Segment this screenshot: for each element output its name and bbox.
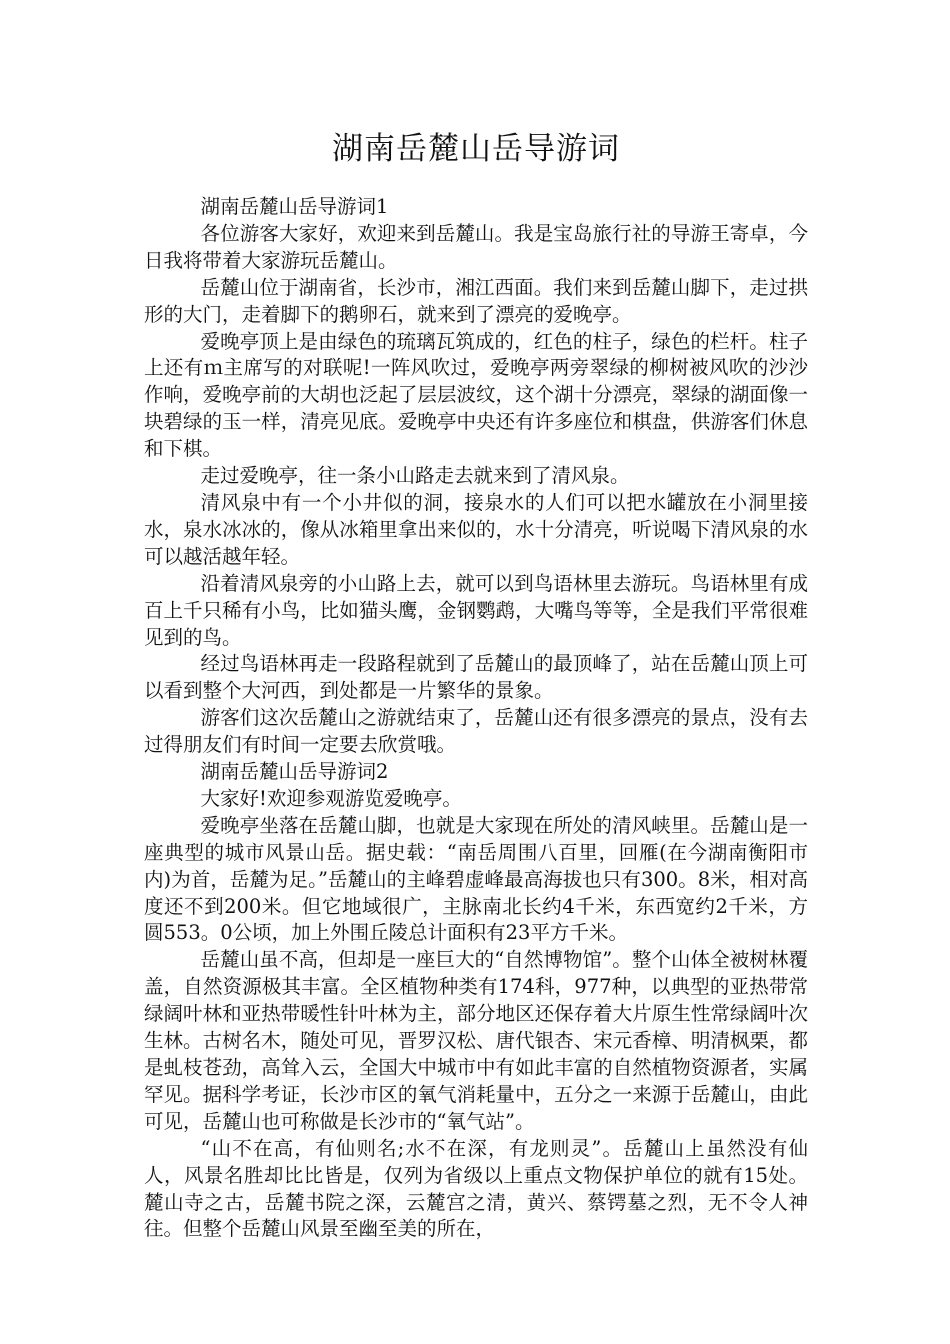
paragraph: 清风泉中有一个小井似的洞，接泉水的人们可以把水罐放在小洞里接水，泉水冰冰的，像从冰箱里拿出来似的，水十分清亮，听说喝下清风泉的水可以越活越年轻。 xyxy=(144,490,808,568)
paragraph: “山不在高，有仙则名;水不在深，有龙则灵”。岳麓山上虽然没有仙人，风景名胜却比比皆是，仅列为省级以上重点文物保护单位的就有15处。麓山寺之古，岳麓书院之深，云麓宫之清，黄兴、蔡锷墓之烈，无不令人神往。但整个岳麓山风景至幽至美的所在， xyxy=(144,1136,808,1241)
paragraph: 岳麓山位于湖南省，长沙市，湘江西面。我们来到岳麓山脚下，走过拱形的大门，走着脚下的鹅卵石，就来到了漂亮的爱晚亭。 xyxy=(144,275,808,326)
paragraph: 爱晚亭坐落在岳麓山脚，也就是大家现在所处的清风峡里。岳麓山是一座典型的城市风景山岳。据史载：“南岳周围八百里，回雁(在今湖南衡阳市内)为首，岳麓为足。”岳麓山的主峰碧虚峰最高海拔也只有300。8米，相对高度还不到200米。但它地域很广，主脉南北长约4千米，东西宽约2千米，方圆553。0公顷，加上外围丘陵总计面积有23平方千米。 xyxy=(144,813,808,945)
paragraph: 大家好!欢迎参观游览爱晚亭。 xyxy=(200,786,462,810)
paragraph: 走过爱晚亭，往一条小山路走去就来到了清风泉。 xyxy=(200,464,630,488)
paragraph: 游客们这次岳麓山之游就结束了，岳麓山还有很多漂亮的景点，没有去过得朋友们有时间一定要去欣赏哦。 xyxy=(144,706,808,757)
document-page xyxy=(144,122,808,1243)
document-body xyxy=(144,194,808,1243)
heading-part-2: 湖南岳麓山岳导游词2 xyxy=(200,760,389,784)
paragraph: 沿着清风泉旁的小山路上去，就可以到鸟语林里去游玩。鸟语林里有成百上千只稀有小鸟，比如猫头鹰，金钢鹦鹉，大嘴鸟等等，全是我们平常很难见到的鸟。 xyxy=(144,571,808,649)
paragraph: 岳麓山虽不高，但却是一座巨大的“自然博物馆”。整个山体全被树林覆盖，自然资源极其丰富。全区植物种类有174科，977种，以典型的亚热带常绿阔叶林和亚热带暖性针叶林为主，部分地区还保存着大片原生性常绿阔叶次生林。古树名木，随处可见，晋罗汉松、唐代银杏、宋元香樟、明清枫栗，都是虬枝苍劲，高耸入云，全国大中城市中有如此丰富的自然植物资源者，实属罕见。据科学考证，长沙市区的氧气消耗量中，五分之一来源于岳麓山，由此可见，岳麓山也可称做是长沙市的“氧气站”。 xyxy=(144,948,808,1133)
document-title: 湖南岳麓山岳导游词 xyxy=(332,131,620,167)
paragraph: 爱晚亭顶上是由绿色的琉璃瓦筑成的，红色的柱子，绿色的栏杆。柱子上还有ｍ主席写的对联呢!一阵风吹过，爱晚亭两旁翠绿的柳树被风吹的沙沙作响，爱晚亭前的大胡也泛起了层层波纹，这个湖十分漂亮，翠绿的湖面像一块碧绿的玉一样，清亮见底。爱晚亭中央还有许多座位和棋盘，供游客们休息和下棋。 xyxy=(144,329,808,461)
heading-part-1: 湖南岳麓山岳导游词1 xyxy=(200,195,389,218)
paragraph: 经过鸟语林再走一段路程就到了岳麓山的最顶峰了，站在岳麓山顶上可以看到整个大河西，到处都是一片繁华的景象。 xyxy=(144,652,808,703)
paragraph: 各位游客大家好，欢迎来到岳麓山。我是宝岛旅行社的导游王寄卓，今日我将带着大家游玩岳麓山。 xyxy=(144,221,808,272)
